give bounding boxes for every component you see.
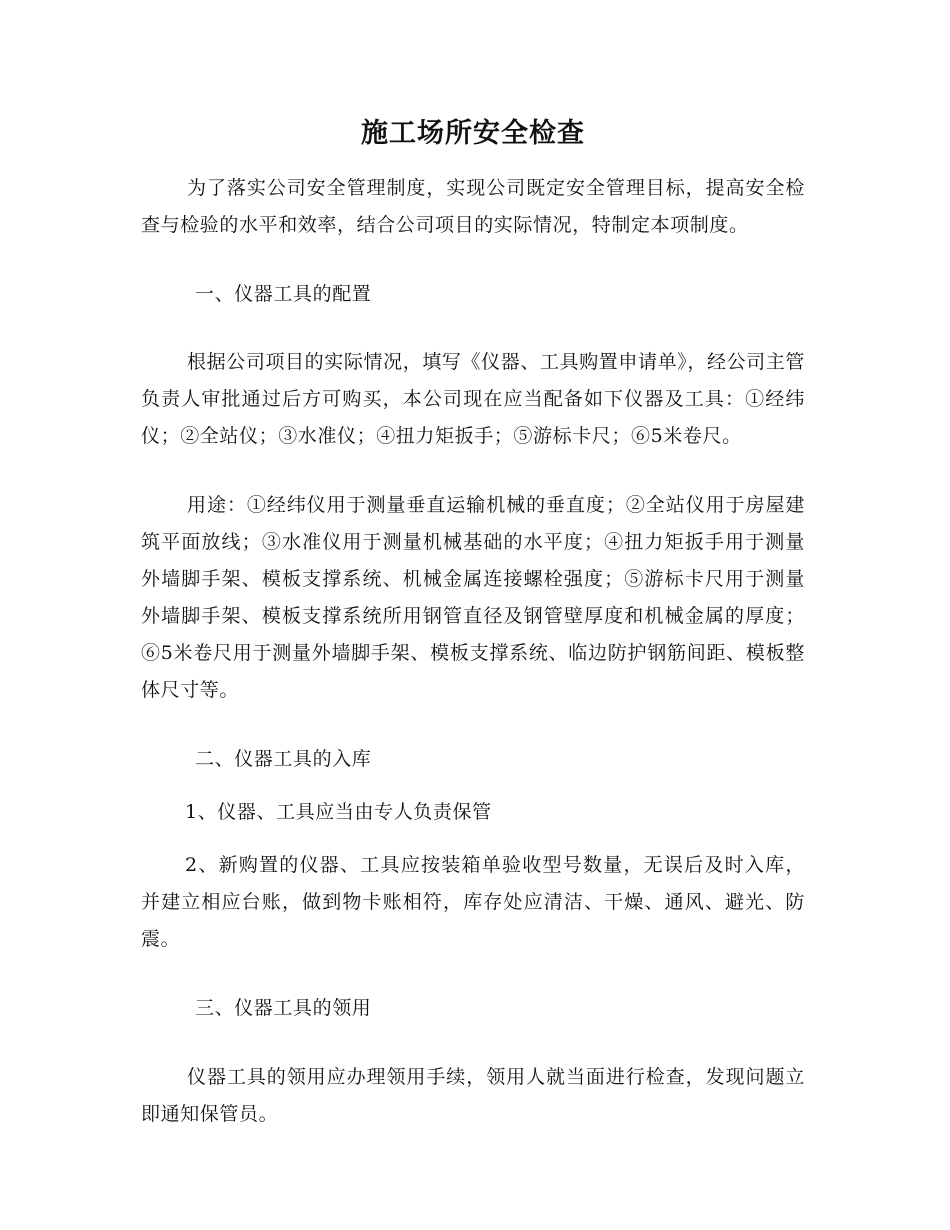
section2-item-2: 2、新购置的仪器、工具应按装箱单验收型号数量，无误后及时入库，并建立相应台账，做到物卡账相符，库存处应清洁、干燥、通风、避光、防震。 [141,854,805,950]
section2-item-1: 1、仪器、工具应当由专人负责保管 [185,801,492,823]
section3-paragraph-1: 仪器工具的领用应办理领用手续，领用人就当面进行检查，发现问题立即通知保管员。 [141,1066,805,1125]
section-heading-3: 三、仪器工具的领用 [195,997,372,1019]
section-heading-1: 一、仪器工具的配置 [195,283,372,305]
section1-paragraph-2: 用途：①经纬仪用于测量垂直运输机械的垂直度；②全站仪用于房屋建筑平面放线；③水准仪用于测量机械基础的水平度；④扭力矩扳手用于测量外墙脚手架、模板支撑系统、机械金属连接螺栓强度；⑤游标卡尺用于测量外墙脚手架、模板支撑系统所用钢管直径及钢管壁厚度和机械金属的厚度；⑥5米卷尺用于测量外墙脚手架、模板支撑系统、临边防护钢筋间距、模板整体尺寸等。 [141,494,805,701]
intro-paragraph: 为了落实公司安全管理制度，实现公司既定安全管理目标，提高安全检查与检验的水平和效率，结合公司项目的实际情况，特制定本项制度。 [141,177,805,236]
document-title: 施工场所安全检查 [361,118,585,149]
section1-paragraph-1: 根据公司项目的实际情况，填写《仪器、工具购置申请单》，经公司主管负责人审批通过后方可购买，本公司现在应当配备如下仪器及工具：①经纬仪；②全站仪；③水准仪；④扭力矩扳手；⑤游标卡尺；⑥5米卷尺。 [141,351,805,447]
section-heading-2: 二、仪器工具的入库 [195,748,372,770]
